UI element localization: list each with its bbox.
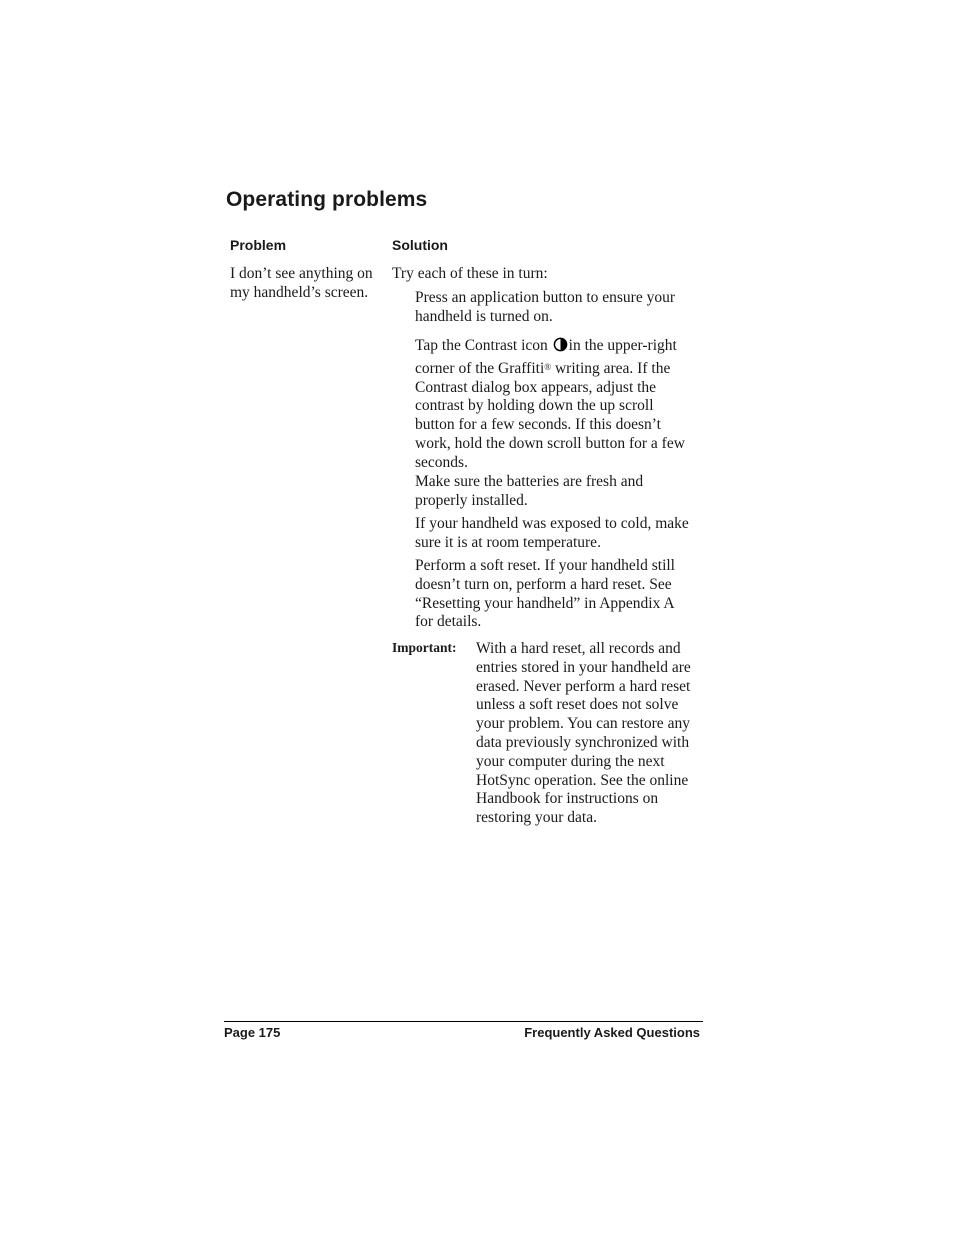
solution-intro: Try each of these in turn: — [392, 265, 548, 282]
solution-step-2 — [415, 337, 695, 473]
step-2-text-after-icon: in the upper-right corner of the Graffiti — [415, 337, 677, 377]
page-title: Operating problems — [226, 188, 428, 211]
footer-divider — [224, 1021, 703, 1022]
registered-mark: ® — [544, 361, 552, 372]
important-note: With a hard reset, all records and entries stored in your handheld are erased. Never perform a hard reset unless a soft reset does not solve your problem. You can restore any data previously synchronized with your computer during the next HotSync operation. See the online Handbook for instructions on restoring your data. — [476, 640, 691, 827]
column-header-problem: Problem — [230, 237, 287, 253]
solution-step-4: If your handheld was exposed to cold, make sure it is at room temperature. — [415, 515, 689, 551]
contrast-icon — [553, 337, 568, 358]
solution-step-5: Perform a soft reset. If your handheld still doesn’t turn on, perform a hard reset. See “Resetting your handheld” in Appendix A for details. — [415, 557, 675, 631]
step-2-text-after-mark: writing area. If the Contrast dialog box appears, adjust the contrast by holding down the up scroll button for a few seconds. If this doesn’t work, hold the down scroll button for a few seconds. — [415, 359, 685, 471]
step-2-text-before-icon: Tap the Contrast icon — [415, 337, 548, 354]
solution-step-3: Make sure the batteries are fresh and properly installed. — [415, 473, 644, 509]
important-label: Important: — [392, 640, 457, 655]
column-header-solution: Solution — [392, 237, 448, 253]
chapter-title: Frequently Asked Questions — [524, 1025, 700, 1040]
page-number: Page 175 — [224, 1025, 281, 1040]
solution-step-1: Press an application button to ensure your handheld is turned on. — [415, 289, 676, 325]
problem-description: I don’t see anything on my handheld’s screen. — [230, 265, 373, 301]
